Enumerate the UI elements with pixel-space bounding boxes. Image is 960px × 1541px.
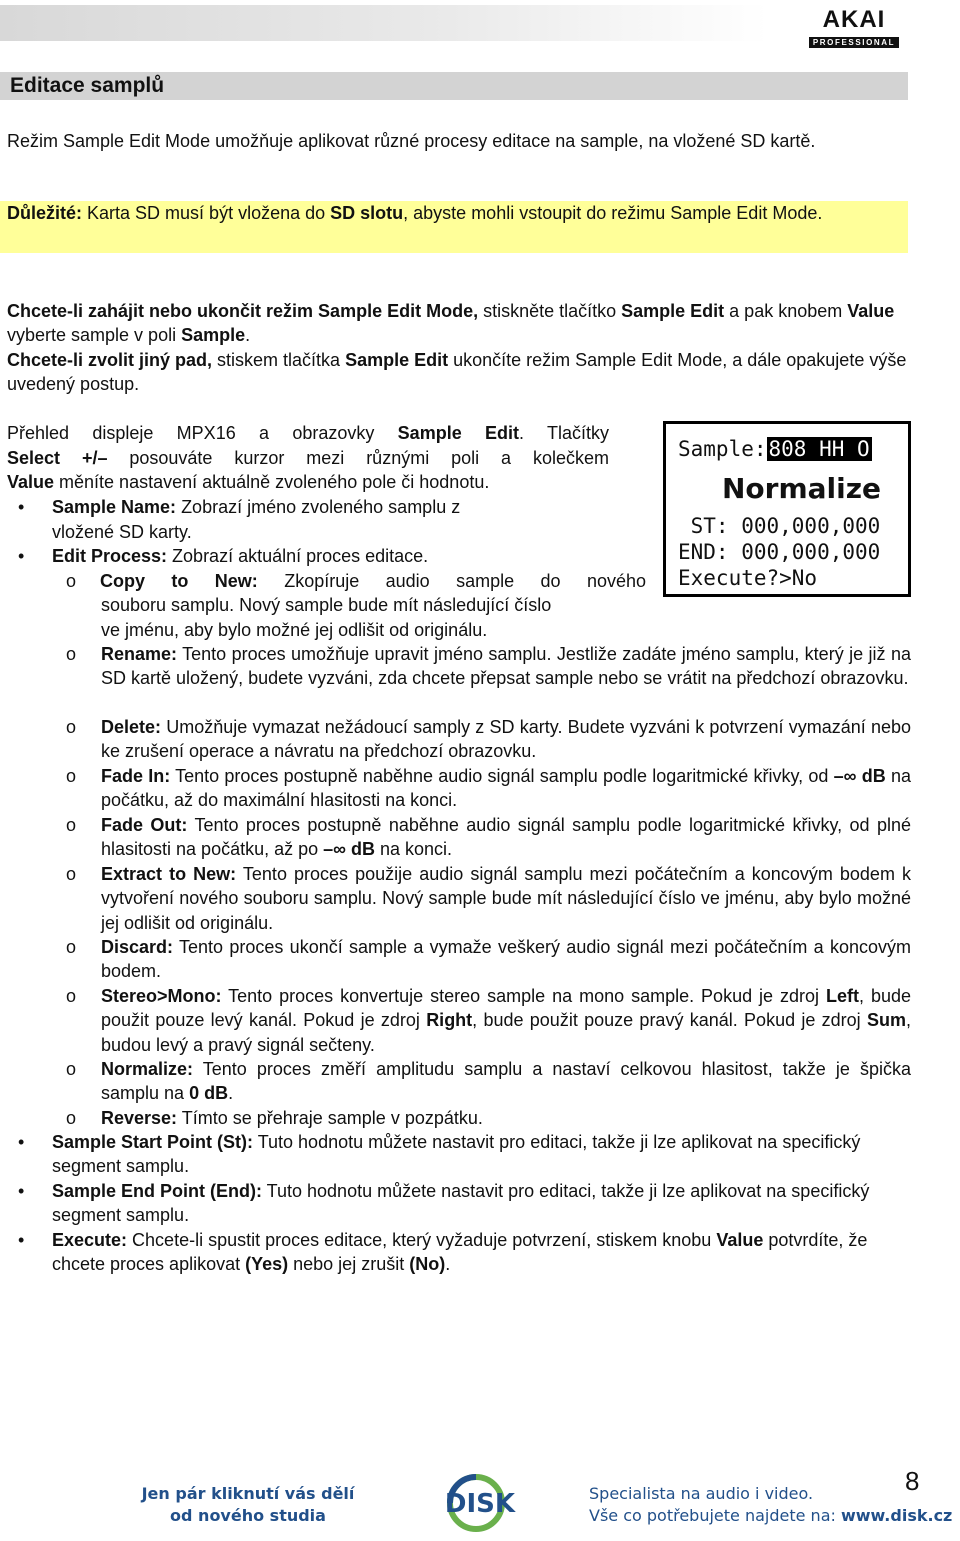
- bullet-mark: •: [18, 1181, 25, 1201]
- bullet-sample-start-point: Sample Start Point (St): Tuto hodnotu můžete nastavit pro editaci, takže ji lze aplikovat na specifický segment samplu.: [52, 1132, 861, 1177]
- lcd-execute-line: Execute?>No: [678, 566, 818, 590]
- bullet-sample-name-cont: vložené SD karty.: [52, 522, 192, 542]
- subitem-copy-to-new-cont2: ve jménu, aby bylo možné jej odlišit od originálu.: [101, 620, 488, 640]
- subitem-mark: o: [66, 717, 77, 737]
- lcd-sample-value: 808 HH O: [768, 437, 870, 461]
- overview-line-1: Přehled displeje MPX16 a obrazovky Sample Edit. Tlačítky: [7, 423, 609, 443]
- akai-logo-subtext: PROFESSIONAL: [809, 37, 899, 48]
- footer-contact: Specialista na audio i video. Vše co potřebujete najdete na: www.disk.cz: [589, 1484, 953, 1525]
- lcd-process: Normalize: [722, 472, 882, 505]
- subitem-reverse: Reverse: Tímto se přehraje sample v pozpátku.: [101, 1108, 483, 1128]
- disk-logo-icon: [430, 1472, 530, 1534]
- subitem-mark: o: [66, 815, 77, 835]
- subitem-rename: Rename: Tento proces umožňuje upravit jméno samplu. Jestliže zadáte jméno samplu, který je již na SD kartě uložený, budete vyzváni, zda chcete přepsat sample nebo se vrátit na předchozí obrazovku.: [101, 644, 911, 689]
- instruction-paragraph-1: Chcete-li zahájit nebo ukončit režim Sample Edit Mode, stiskněte tlačítko Sample Edit a pak knobem Value vyberte sample v poli Sample.: [7, 301, 895, 346]
- subitem-mark: o: [66, 766, 77, 786]
- lcd-screen: [663, 421, 911, 597]
- footer-website-link[interactable]: www.disk.cz: [840, 1506, 953, 1525]
- bullet-execute: Execute: Chcete-li spustit proces editace, který vyžaduje potvrzení, stiskem knobu Value potvrdíte, že chcete proces aplikovat (Yes) nebo jej zrušit (No).: [52, 1230, 868, 1275]
- subitem-normalize: Normalize: Tento proces změří amplitudu samplu a nastaví celkovou hlasitost, takže je špička samplu na 0 dB.: [101, 1059, 911, 1104]
- important-note: Důležité: Karta SD musí být vložena do SD slotu, abyste mohli vstoupit do režimu Sample Edit Mode.: [0, 201, 908, 253]
- instruction-paragraph-2: Chcete-li zvolit jiný pad, stiskem tlačítka Sample Edit ukončíte režim Sample Edit Mode, a dále opakujete výše uvedený postup.: [7, 350, 907, 395]
- important-label: Důležité:: [7, 203, 83, 223]
- lcd-sample-line: Sample:808 HH O: [678, 437, 870, 461]
- bullet-edit-process: Edit Process: Zobrazí aktuální proces editace.: [52, 546, 429, 566]
- footer-slogan: Jen pár kliknutí vás dělí od nového studia: [141, 1484, 355, 1525]
- lcd-st-line: ST: 000,000,000: [678, 514, 881, 538]
- bullet-sample-end-point: Sample End Point (End): Tuto hodnotu můžete nastavit pro editaci, takže ji lze aplikovat na specifický segment samplu.: [52, 1181, 870, 1226]
- subitem-copy-to-new-cont1: souboru samplu. Nový sample bude mít následující číslo: [101, 595, 552, 615]
- subitem-copy-to-new: Copy to New: Zkopíruje audio sample do nového: [100, 571, 647, 591]
- subitem-fade-in: Fade In: Tento proces postupně naběhne audio signál samplu podle logaritmické křivky, od –∞ dB na počátku, až do maximální hlasitosti na konci.: [101, 766, 911, 811]
- subitem-mark: o: [66, 1059, 77, 1079]
- akai-logo: [806, 8, 902, 50]
- subitem-mark: o: [66, 937, 77, 957]
- subitem-stereo-mono: Stereo>Mono: Tento proces konvertuje stereo sample na mono sample. Pokud je zdroj Left, bude použit pouze levý kanál. Pokud je zdroj Right, bude použit pouze pravý kanál. Pokud je zdroj Sum, budou levý a pravý signál sečteny.: [101, 986, 912, 1055]
- bullet-mark: •: [18, 497, 25, 517]
- akai-logo-text: AKAI: [822, 6, 886, 33]
- subitem-fade-out: Fade Out: Tento proces postupně naběhne audio signál samplu podle logaritmické křivky, od plné hlasitosti na počátku, až po –∞ dB na konci.: [101, 815, 911, 860]
- bullet-sample-name: Sample Name: Zobrazí jméno zvoleného samplu z: [52, 497, 461, 517]
- bullet-mark: •: [18, 546, 25, 566]
- subitem-mark: o: [66, 864, 77, 884]
- disk-logo-text: DISK: [444, 1489, 516, 1519]
- subitem-extract-to-new: Extract to New: Tento proces použije audio signál samplu mezi počátečním a koncovým bodem k vytvoření nového souboru samplu. Nový sample bude mít následující číslo ve jménu, aby bylo možné jej odlišit od originálu.: [101, 864, 912, 933]
- subitem-mark: o: [66, 571, 77, 591]
- page-number: 8: [905, 1466, 920, 1496]
- subitem-mark: o: [66, 986, 77, 1006]
- subitem-mark: o: [66, 1108, 77, 1128]
- bullet-mark: •: [18, 1230, 25, 1250]
- overview-line-3: Value měníte nastavení aktuálně zvoleného pole či hodnotu.: [7, 472, 490, 492]
- bullet-mark: •: [18, 1132, 25, 1152]
- lcd-end-line: END: 000,000,000: [678, 540, 881, 564]
- intro-paragraph: Režim Sample Edit Mode umožňuje aplikovat různé procesy editace na sample, na vložené SD kartě.: [7, 131, 816, 151]
- overview-line-2: Select +/– posouváte kurzor mezi různými poli a kolečkem: [7, 448, 609, 468]
- disk-logo: [430, 1472, 530, 1539]
- subitem-mark: o: [66, 644, 77, 664]
- subitem-discard: Discard: Tento proces ukončí sample a vymaže veškerý audio signál mezi počátečním a koncovým bodem.: [101, 937, 911, 982]
- section-title: Editace samplů: [10, 74, 165, 97]
- subitem-delete: Delete: Umožňuje vymazat nežádoucí samply z SD karty. Budete vyzváni k potvrzení vymazání nebo ke zrušení operace a návratu na předchozí obrazovku.: [101, 717, 911, 762]
